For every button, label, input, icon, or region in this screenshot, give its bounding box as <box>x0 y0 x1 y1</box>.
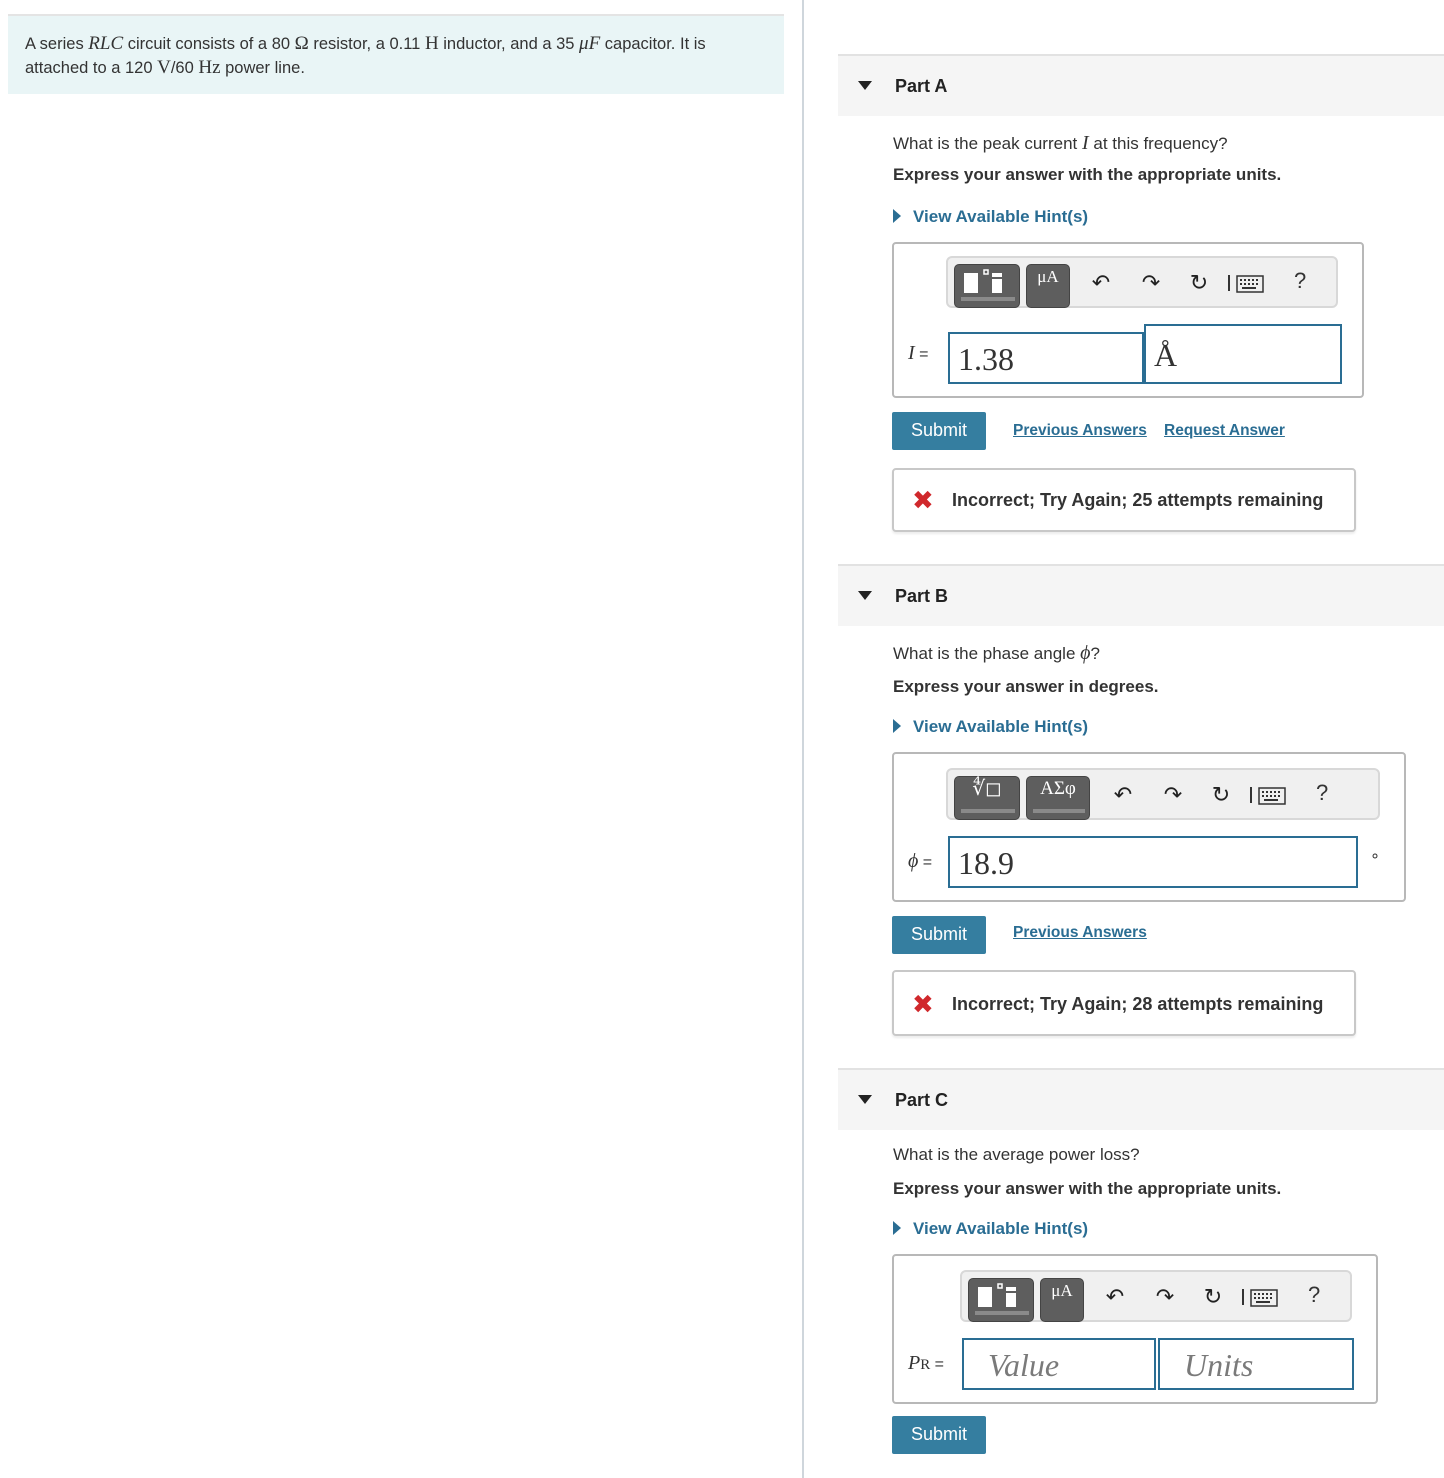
part-a-units-input[interactable]: Å <box>1144 324 1342 384</box>
undo-icon[interactable]: ↶ <box>1105 1284 1125 1309</box>
part-b-math-toolbar <box>946 768 1380 820</box>
part-c-answer-box <box>892 1254 1378 1404</box>
problem-line-1: A series RLC circuit consists of a 80 Ω resistor, a 0.11 H inductor, and a 35 μF capacitor. It is <box>25 33 706 54</box>
hertz-unit: Hz <box>198 57 221 78</box>
part-b-question: What is the phase angle ϕ? <box>893 642 1100 664</box>
part-c-value-input[interactable]: Value <box>962 1338 1156 1390</box>
part-a-instruction: Express your answer with the appropriate units. <box>893 165 1282 184</box>
part-a-request-answer-link[interactable]: Request Answer <box>1164 422 1285 439</box>
collapse-triangle-icon[interactable] <box>858 81 872 90</box>
part-a-header[interactable] <box>838 54 1444 116</box>
redo-icon[interactable]: ↷ <box>1155 1284 1175 1309</box>
greek-letters-button[interactable]: ΑΣφ <box>1026 776 1090 820</box>
part-c-question: What is the average power loss? <box>893 1145 1140 1164</box>
incorrect-icon: ✖ <box>912 485 934 515</box>
part-b-feedback-text: Incorrect; Try Again; 28 attempts remaining <box>952 994 1324 1014</box>
part-c-submit-button[interactable]: Submit <box>892 1416 986 1454</box>
part-a-answer-box <box>892 242 1364 398</box>
expand-arrow-icon <box>893 1221 901 1235</box>
part-b-answer-box <box>892 752 1406 902</box>
part-c-units-input[interactable]: Units <box>1158 1338 1354 1390</box>
reset-icon[interactable]: ↻ <box>1189 270 1209 295</box>
help-button[interactable]: ? <box>1308 1282 1321 1307</box>
problem-line-2: attached to a 120 V/60 Hz power line. <box>25 57 305 78</box>
keyboard-icon[interactable] <box>1242 1286 1278 1308</box>
templates-button[interactable] <box>954 264 1020 308</box>
part-b-hint-toggle[interactable]: View Available Hint(s) <box>893 717 1088 737</box>
incorrect-icon: ✖ <box>912 989 934 1019</box>
volt-unit: V <box>157 57 171 78</box>
part-a-variable-label: I = <box>908 342 929 364</box>
part-c-instruction: Express your answer with the appropriate units. <box>893 1179 1282 1198</box>
part-a-feedback <box>892 468 1356 532</box>
part-b-value-input[interactable]: 18.9 <box>948 836 1358 888</box>
problem-statement <box>8 16 784 94</box>
part-a-previous-answers-link[interactable]: Previous Answers <box>1013 422 1147 439</box>
part-b-previous-answers-link[interactable]: Previous Answers <box>1013 924 1147 941</box>
part-a-math-toolbar <box>946 256 1338 308</box>
help-button[interactable]: ? <box>1294 268 1307 293</box>
part-a-feedback-text: Incorrect; Try Again; 25 attempts remaining <box>952 490 1324 510</box>
pane-divider[interactable] <box>802 0 804 1478</box>
rlc-symbol: RLC <box>88 33 124 54</box>
part-c-header[interactable] <box>838 1068 1444 1130</box>
redo-icon[interactable]: ↷ <box>1141 270 1161 295</box>
templates-button[interactable] <box>968 1278 1034 1322</box>
collapse-triangle-icon[interactable] <box>858 1095 872 1104</box>
units-button[interactable]: μA <box>1040 1278 1084 1322</box>
part-a-question: What is the peak current I at this frequency? <box>893 132 1228 154</box>
expand-arrow-icon <box>893 209 901 223</box>
part-b-header[interactable] <box>838 564 1444 626</box>
undo-icon[interactable]: ↶ <box>1113 782 1133 807</box>
part-c-hint-toggle[interactable]: View Available Hint(s) <box>893 1219 1088 1239</box>
ohm-unit: Ω <box>294 33 309 54</box>
part-c-title: Part C <box>895 1090 949 1110</box>
degree-unit-label: ∘ <box>1370 848 1381 865</box>
part-b-submit-button[interactable]: Submit <box>892 916 986 954</box>
keyboard-icon[interactable] <box>1250 784 1286 806</box>
part-a-hint-toggle[interactable]: View Available Hint(s) <box>893 207 1088 227</box>
units-button[interactable]: μA <box>1026 264 1070 308</box>
part-b-title: Part B <box>895 586 949 606</box>
part-b-instruction: Express your answer in degrees. <box>893 677 1159 696</box>
part-a-title: Part A <box>895 76 948 96</box>
templates-button[interactable]: ∜◻ <box>954 776 1020 820</box>
undo-icon[interactable]: ↶ <box>1091 270 1111 295</box>
collapse-triangle-icon[interactable] <box>858 591 872 600</box>
henry-unit: H <box>424 33 439 54</box>
reset-icon[interactable]: ↻ <box>1203 1284 1223 1309</box>
redo-icon[interactable]: ↷ <box>1163 782 1183 807</box>
microfarad-unit: μF <box>579 33 601 54</box>
part-b-variable-label: ϕ = <box>908 850 933 872</box>
part-b-feedback <box>892 970 1356 1036</box>
reset-icon[interactable]: ↻ <box>1211 782 1231 807</box>
part-a-submit-button[interactable]: Submit <box>892 412 986 450</box>
expand-arrow-icon <box>893 719 901 733</box>
help-button[interactable]: ? <box>1316 780 1329 805</box>
part-a-value-input[interactable]: 1.38 <box>948 332 1144 384</box>
part-c-variable-label: PR = <box>908 1352 945 1374</box>
keyboard-icon[interactable] <box>1228 272 1264 294</box>
part-c-math-toolbar <box>960 1270 1352 1322</box>
